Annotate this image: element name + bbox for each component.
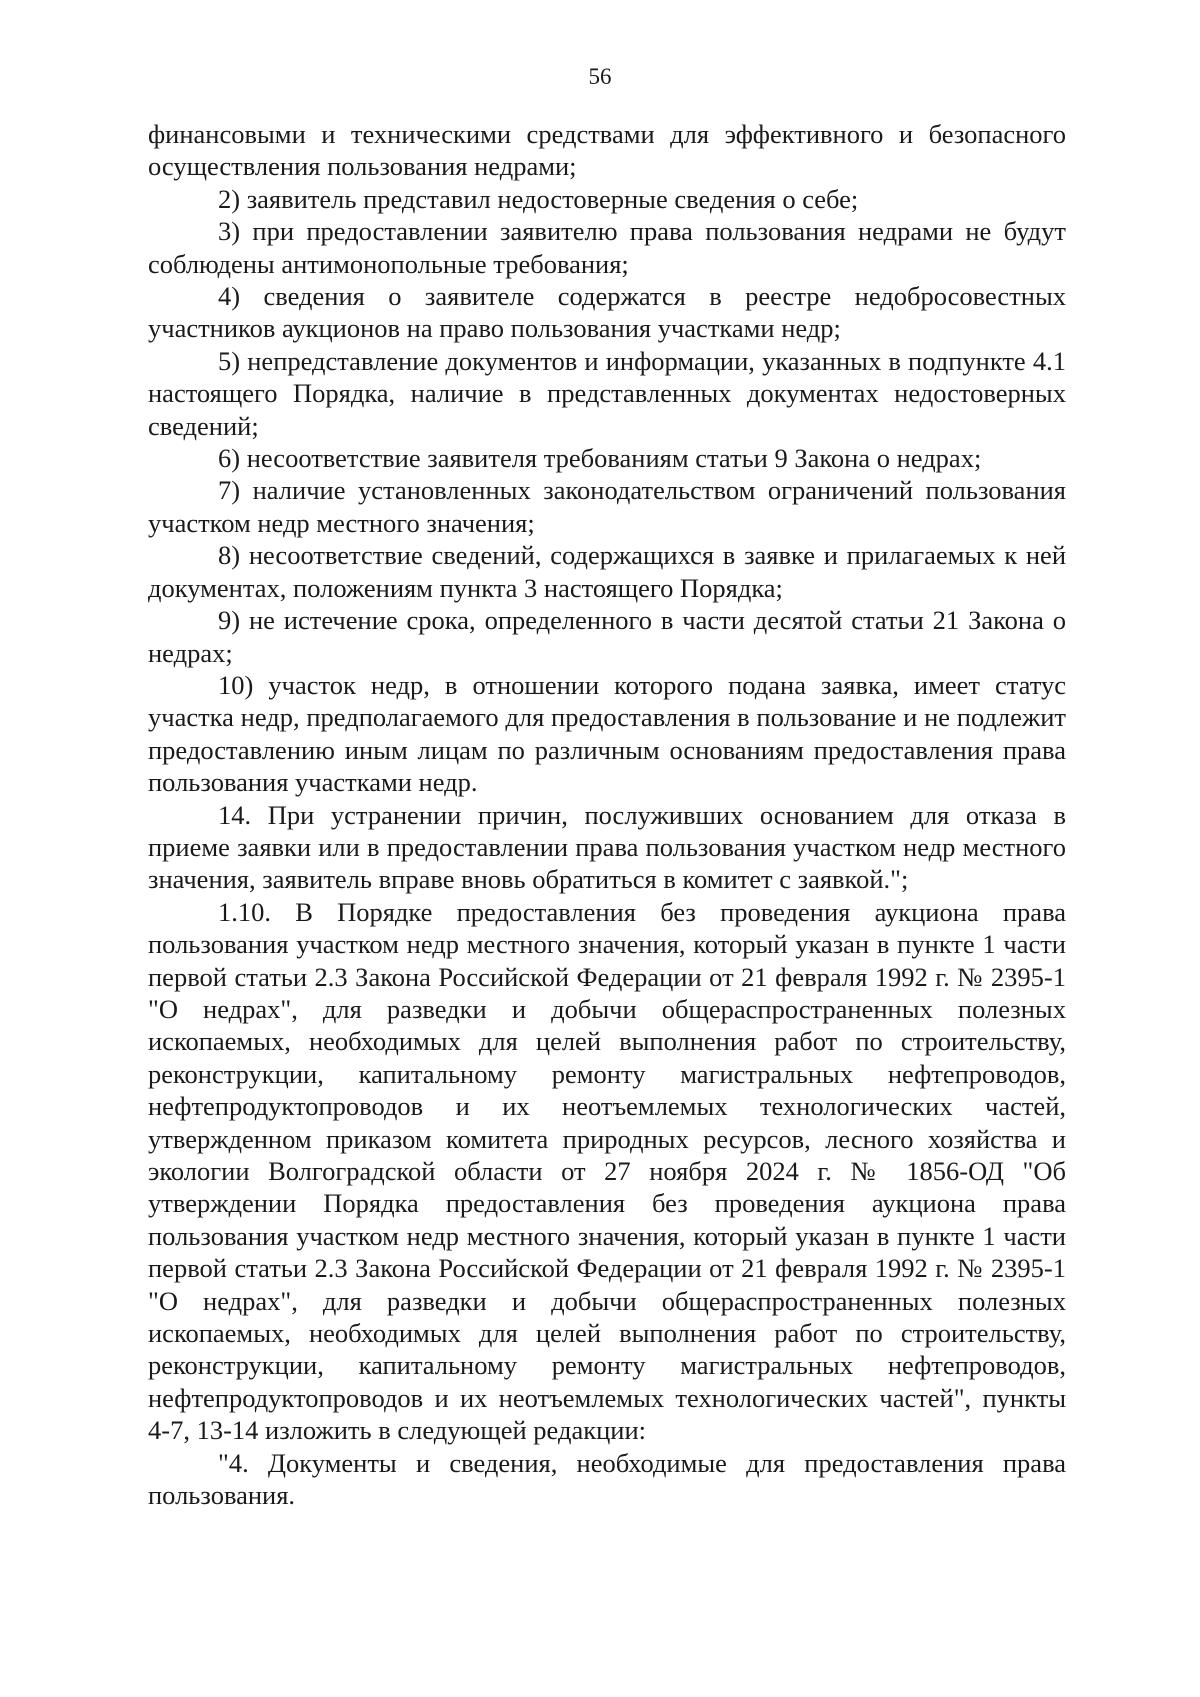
page-number: 56 — [588, 64, 612, 89]
clause-1-10: 1.10. В Порядке предоставления без проведения аукциона права пользования участком недр местного значения, который указан в пункте 1 части первой статьи 2.3 Закона Российской Федерации от 21 февраля 1992 г. № 2395-1 "О недрах", для разведки и добычи общераспространенных полезных ископаемых, необходимых для целей выполнения работ по строительству, реконструкции, капитальному ремонту магистральных нефтепроводов, нефтепродуктопроводов и их неотъемлемых технологических частей, утвержденном приказом комитета природных ресурсов, лесного хозяйства и экологии Волгоградской области от 27 ноября 2024 г. № 1856-ОД "Об утверждении Порядка предоставления без проведения аукциона права пользования участком недр местного значения, который указан в пункте 1 части первой статьи 2.3 Закона Российской Федерации от 21 февраля 1992 г. № 2395-1 "О недрах", для разведки и добычи общераспространенных полезных ископаемых, необходимых для целей выполнения работ по строительству, реконструкции, капитальному ремонту магистральных нефтепроводов, нефтепродуктопроводов и их неотъемлемых технологических частей", пункты 4-7, 13-14 изложить в следующей редакции: — [148, 896, 1066, 1446]
list-item-2: 2) заявитель представил недостоверные сведения о себе; — [218, 183, 859, 214]
list-item-3: 3) при предоставлении заявителю права пользования недрами не будут соблюдены антимонопольные требования; — [148, 216, 1066, 279]
document-body — [148, 118, 1066, 1511]
list-item-10: 10) участок недр, в отношении которого подана заявка, имеет статус участка недр, предполагаемого для предоставления в пользование и не подлежит предоставлению иным лицам по различным основаниям предоставления права пользования участками недр. — [148, 669, 1066, 798]
clause-4-quote: "4. Документы и сведения, необходимые для предоставления права пользования. — [148, 1447, 1066, 1511]
list-item-7: 7) наличие установленных законодательством ограничений пользования участком недр местного значения; — [148, 475, 1066, 538]
list-item-9: 9) не истечение срока, определенного в части десятой статьи 21 Закона о недрах; — [148, 605, 1066, 668]
list-item-8: 8) несоответствие сведений, содержащихся в заявке и прилагаемых к ней документах, положениям пункта 3 настоящего Порядка; — [148, 540, 1066, 603]
paragraph-continuation: финансовыми и техническими средствами для эффективного и безопасного осуществления пользования недрами; — [148, 119, 1066, 182]
list-item-4: 4) сведения о заявителе содержатся в реестре недобросовестных участников аукционов на право пользования участками недр; — [148, 281, 1066, 344]
list-item-6: 6) несоответствие заявителя требованиям статьи 9 Закона о недрах; — [218, 443, 982, 474]
list-item-5: 5) непредставление документов и информации, указанных в подпункте 4.1 настоящего Порядка, наличие в представленных документах недостоверных сведений; — [148, 345, 1066, 441]
clause-14: 14. При устранении причин, послуживших основанием для отказа в приеме заявки или в предоставлении права пользования участком недр местного значения, заявитель вправе вновь обратиться в комитет с заявкой."; — [148, 799, 1066, 895]
